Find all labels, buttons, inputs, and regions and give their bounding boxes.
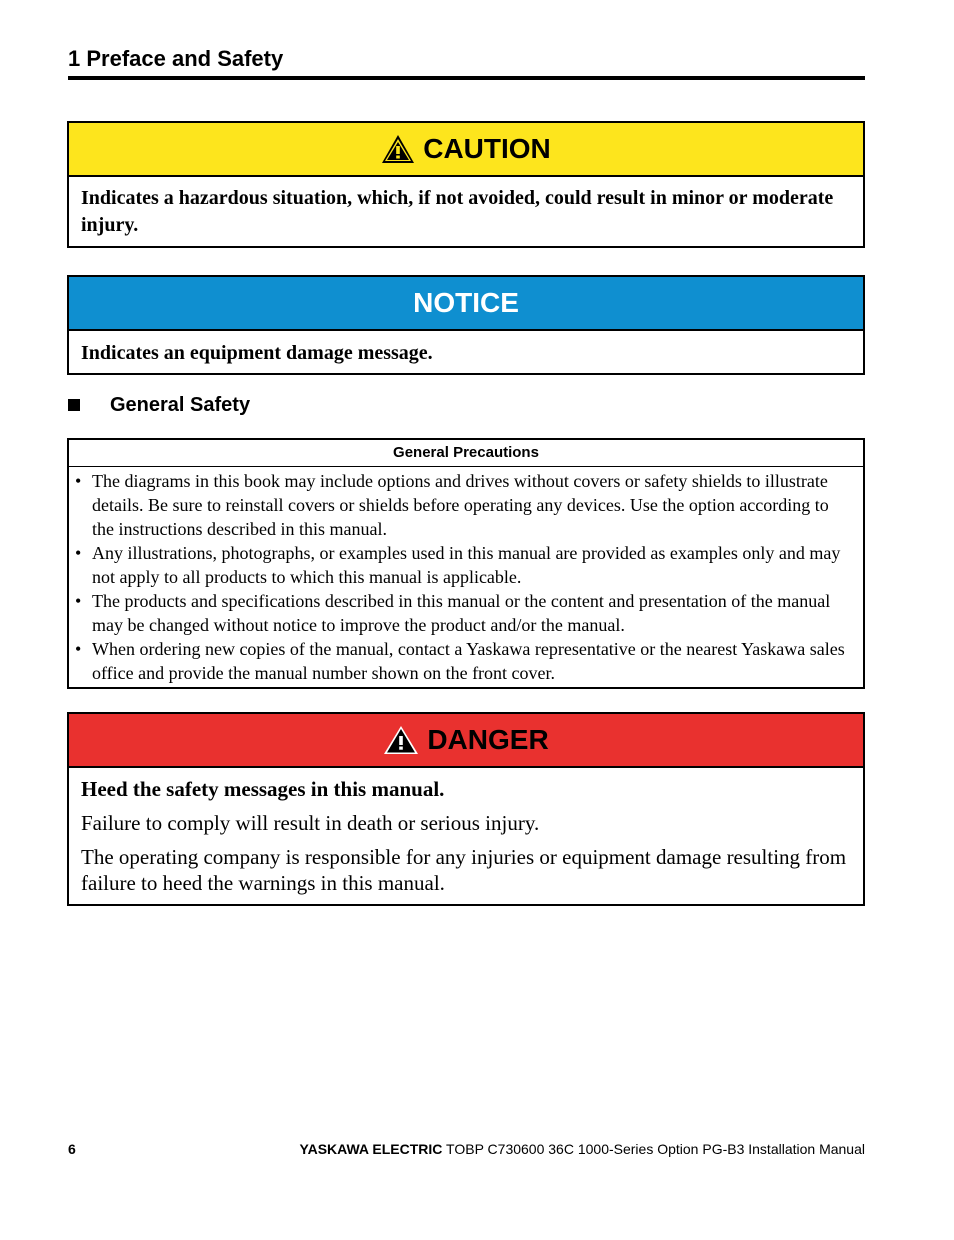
notice-label: NOTICE — [413, 287, 519, 318]
danger-heading: Heed the safety messages in this manual. — [81, 777, 445, 801]
precaution-text: When ordering new copies of the manual, contact a Yaskawa representative or the nearest Yaskawa sales office and provide the manual number shown on the front cover. — [92, 639, 845, 683]
danger-box — [67, 712, 865, 906]
footer-brand: YASKAWA ELECTRIC — [299, 1141, 443, 1157]
page-footer — [68, 1141, 865, 1163]
caution-header — [69, 123, 863, 177]
danger-label: DANGER — [427, 724, 549, 755]
footer-doc-info — [300, 1141, 865, 1157]
warning-triangle-icon — [381, 134, 415, 164]
page-number: 6 — [68, 1141, 76, 1157]
precautions-title: General Precautions — [69, 440, 863, 467]
page-header — [68, 44, 865, 80]
general-safety-title: General Safety — [110, 393, 251, 416]
general-safety-heading — [68, 392, 250, 418]
precautions-list — [69, 467, 863, 687]
danger-line-1: Failure to comply will result in death or serious injury. — [81, 811, 540, 835]
notice-box — [67, 275, 865, 375]
precaution-text: Any illustrations, photographs, or examples used in this manual are provided as examples only and may not apply to all products to which this manual is applicable. — [92, 543, 841, 587]
danger-line-2: The operating company is responsible for any injuries or equipment damage resulting from failure to heed the warnings in this manual. — [81, 845, 847, 895]
footer-doc-title: TOBP C730600 36C 1000-Series Option PG-B3 Installation Manual — [442, 1141, 865, 1157]
danger-header — [69, 714, 863, 768]
caution-label: CAUTION — [423, 133, 551, 164]
bullet-icon: • — [75, 543, 82, 563]
precaution-text: The diagrams in this book may include options and drives without covers or safety shields to illustrate details. Be sure to reinstall covers or shields before operating any devices. Use the option according to the instructions described in this manual. — [92, 471, 829, 539]
danger-body — [69, 768, 863, 912]
list-item — [75, 637, 855, 685]
list-item — [75, 589, 855, 637]
black-square-icon — [68, 399, 80, 411]
general-precautions-table — [67, 438, 865, 689]
bullet-icon: • — [75, 471, 82, 491]
caution-text: Indicates a hazardous situation, which, if not avoided, could result in minor or moderate injury. — [81, 187, 834, 236]
precaution-text: The products and specifications described in this manual or the content and presentation of the manual may be changed without notice to improve the product and/or the manual. — [92, 591, 831, 635]
list-item — [75, 469, 855, 541]
section-heading: 1 Preface and Safety — [68, 46, 284, 71]
bullet-icon: • — [75, 591, 82, 611]
caution-box — [67, 121, 865, 248]
notice-header — [69, 277, 863, 331]
bullet-icon: • — [75, 639, 82, 659]
list-item — [75, 541, 855, 589]
notice-text: Indicates an equipment damage message. — [81, 342, 433, 364]
warning-triangle-icon — [383, 725, 419, 755]
